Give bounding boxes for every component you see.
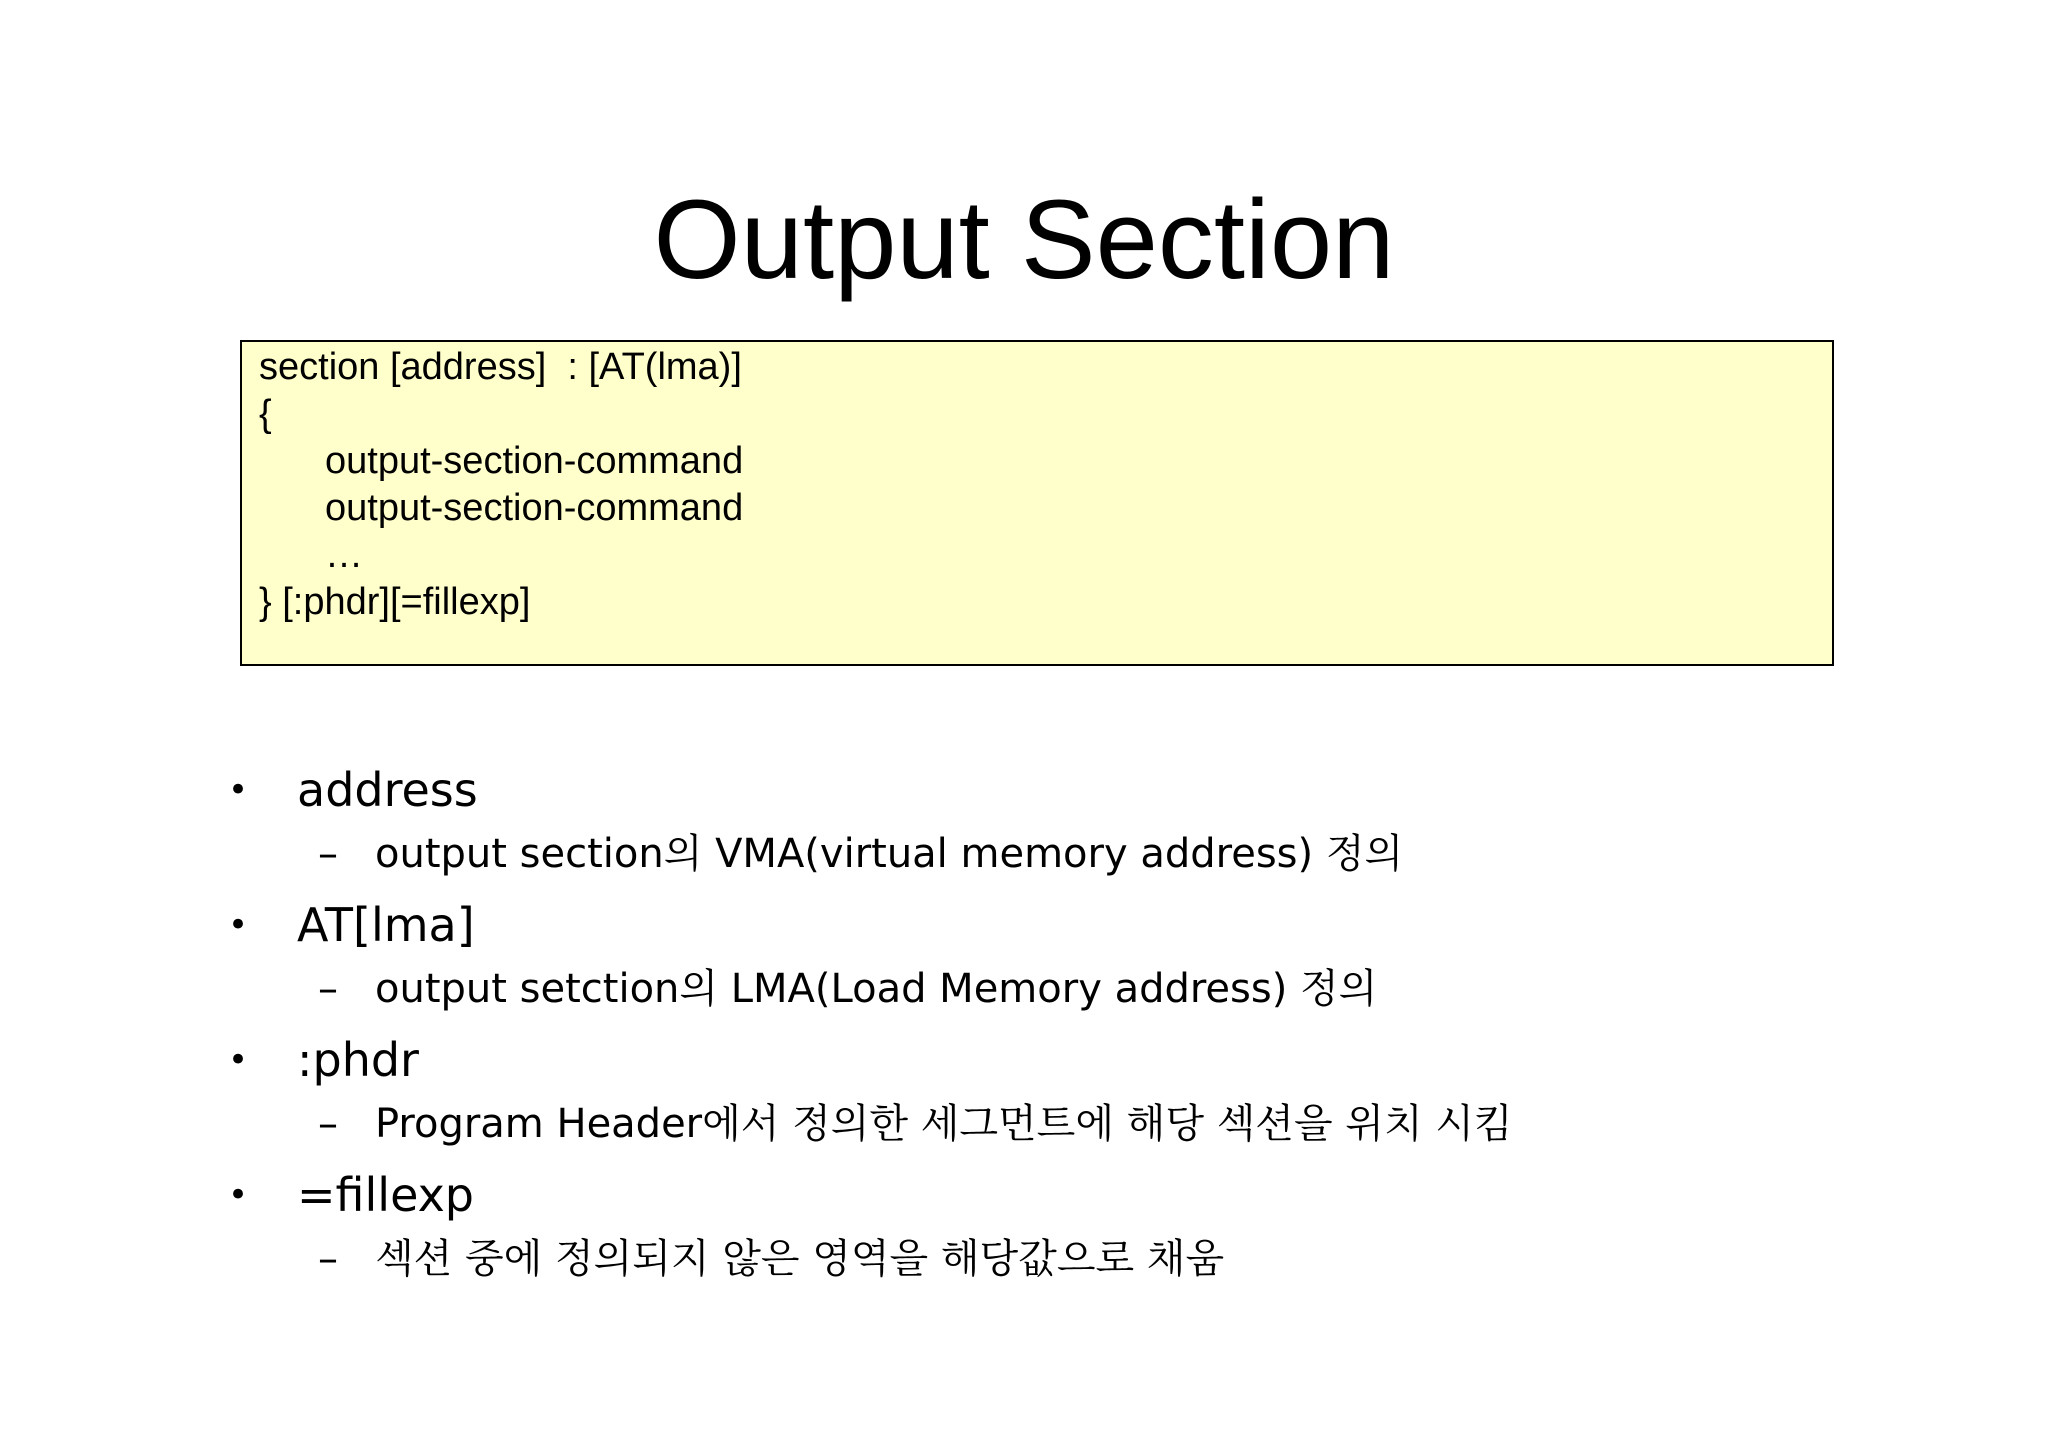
sub-marker: – [318, 966, 338, 1012]
sub-marker: – [318, 1101, 338, 1147]
bullet-marker: • [228, 904, 249, 945]
syntax-line-ellipsis: … [325, 534, 363, 576]
bullet-item-fillexp [228, 1161, 474, 1225]
sub-description: 섹션 중에 정의되지 않은 영역을 해당값으로 채움 [375, 1236, 1225, 1282]
bullet-term: =fillexp [297, 1167, 474, 1222]
syntax-line-command: output-section-command [325, 440, 744, 482]
sub-item-address [318, 827, 1403, 881]
bullet-marker: • [228, 769, 249, 810]
bullet-term: :phdr [297, 1032, 419, 1087]
sub-description: output setction의 LMA(Load Memory address) 정의 [375, 966, 1378, 1012]
syntax-line-header: section [address] : [AT(lma)] [259, 346, 742, 388]
syntax-line-close-brace: } [:phdr][=fillexp] [259, 581, 531, 623]
bullet-item-phdr [228, 1026, 419, 1090]
sub-item-at-lma [318, 962, 1377, 1016]
bullet-term: address [297, 762, 478, 817]
sub-marker: – [318, 1236, 338, 1282]
bullet-term: AT[lma] [297, 897, 475, 952]
bullet-marker: • [228, 1174, 249, 1215]
sub-description: Program Header에서 정의한 세그먼트에 해당 섹션을 위치 시킴 [375, 1101, 1513, 1147]
slide-title: Output Section [653, 177, 1395, 302]
bullet-marker: • [228, 1039, 249, 1080]
sub-item-phdr [318, 1097, 1513, 1151]
sub-description: output section의 VMA(virtual memory address) 정의 [375, 831, 1404, 877]
bullet-item-at-lma [228, 891, 475, 955]
sub-item-fillexp [318, 1232, 1224, 1286]
sub-marker: – [318, 831, 338, 877]
syntax-line-open-brace: { [259, 393, 272, 435]
syntax-line-command: output-section-command [325, 487, 744, 529]
bullet-item-address [228, 756, 478, 820]
